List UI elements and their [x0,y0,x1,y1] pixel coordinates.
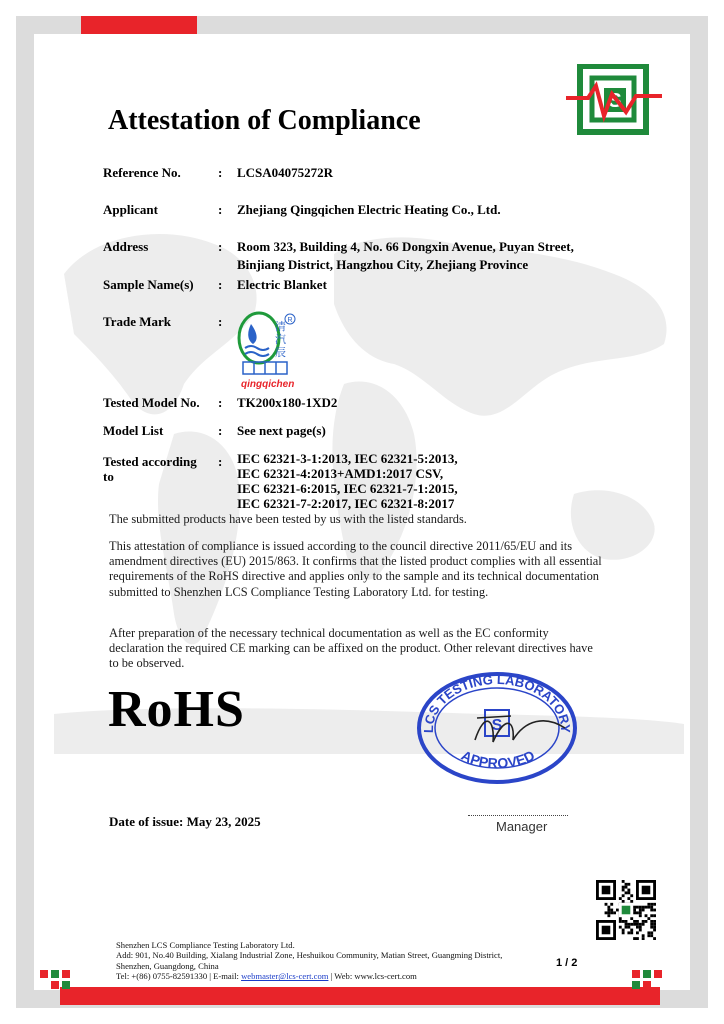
footer-contact: Tel: +(86) 0755-82591330 | E-mail: webmaster@lcs-cert.com | Web: www.lcs-cert.com [116,971,417,982]
model-list-colon: : [218,423,223,438]
paragraph-ce-marking: After preparation of the necessary technical documentation as well as the EC conformity declaration the required CE marking can be affixed on the product. Other relevant directives have to be observed. [109,626,593,671]
sample-label: Sample Name(s) [103,277,194,292]
address-colon: : [218,239,223,254]
manager-label: Manager [496,819,548,834]
standard-line-4: IEC 62321-7-2:2017, IEC 62321-8:2017 [237,496,455,511]
paragraph-tested: The submitted products have been tested by us with the listed standards. [109,512,467,526]
svg-text:汽: 汽 [275,333,286,346]
applicant-colon: : [218,202,223,217]
sample-colon: : [218,277,223,292]
corner-decoration-left [40,966,80,992]
address-line-2: Binjiang District, Hangzhou City, Zhejiang Province [237,257,529,272]
address-label: Address [103,239,149,254]
tested-model-value: TK200x180-1XD2 [237,395,338,410]
top-red-bar [81,16,197,34]
page-number: 1 / 2 [556,957,578,969]
reference-colon: : [218,165,223,180]
standard-line-2: IEC 62321-4:2013+AMD1:2017 CSV, [237,466,444,481]
footer-address-2: Shenzhen, Guangdong, China [116,960,219,971]
stamp-bottom-text: APPROVED [458,746,538,772]
email-link[interactable]: webmaster@lcs-cert.com [241,971,329,982]
approval-stamp-icon [415,670,580,785]
standard-line-3: IEC 62321-6:2015, IEC 62321-7-1:2015, [237,481,458,496]
svg-text:辰: 辰 [275,346,286,359]
standard-line-1: IEC 62321-3-1:2013, IEC 62321-5:2013, [237,451,458,466]
paragraph-attestation: This attestation of compliance is issued according to the council directive 2011/65/EU and its amendment directives (EU) 2015/863. It confirms that the listed product complies with all essential requirements of the RoHS directive and applies only to the sample and its technical documentation submitted to Shenzhen LCS Compliance Testing Laboratory Ltd. for testing. [109,539,602,599]
svg-text:R: R [287,317,293,324]
trademark-brand-text: qingqichen [241,379,295,390]
tested-model-colon: : [218,395,223,410]
stamp-center: S [491,717,503,734]
document-title: Attestation of Compliance [108,105,421,136]
signature-line [468,815,568,816]
trademark-chars: 清 [275,320,286,333]
model-list-label: Model List [103,423,164,438]
sample-value: Electric Blanket [237,277,327,292]
qr-code-icon[interactable] [596,880,656,940]
corner-decoration-right [632,966,672,992]
footer-address-1: Add: 901, No.40 Building, Xialang Industrial Zone, Heshuikou Community, Matian Street, Guangming District, [116,950,503,961]
tested-according-label-2: to [103,469,114,484]
applicant-label: Applicant [103,202,158,217]
model-list-value: See next page(s) [237,423,326,438]
footer [116,940,502,982]
rohs-mark: RoHS [108,681,245,738]
tested-according-label: Tested according [103,454,197,469]
svg-text:S: S [608,90,622,112]
trademark-colon: : [218,314,223,329]
stamp-top-text: LCS TESTING LABORATORY [420,671,574,734]
lcs-logo-icon [566,64,662,136]
trademark-label: Trade Mark [103,314,171,329]
tested-according-colon: : [218,454,223,469]
date-of-issue: Date of issue: May 23, 2025 [109,814,261,829]
trademark-logo-icon [235,310,297,392]
reference-value: LCSA04075272R [237,165,334,180]
bottom-red-bar [60,987,660,1005]
applicant-value: Zhejiang Qingqichen Electric Heating Co., Ltd. [237,202,501,217]
tested-model-label: Tested Model No. [103,395,200,410]
reference-label: Reference No. [103,165,181,180]
address-line-1: Room 323, Building 4, No. 66 Dongxin Avenue, Puyan Street, [237,239,574,254]
footer-company: Shenzhen LCS Compliance Testing Laboratory Ltd. [116,940,295,950]
svg-text:APPROVED [459,747,537,771]
